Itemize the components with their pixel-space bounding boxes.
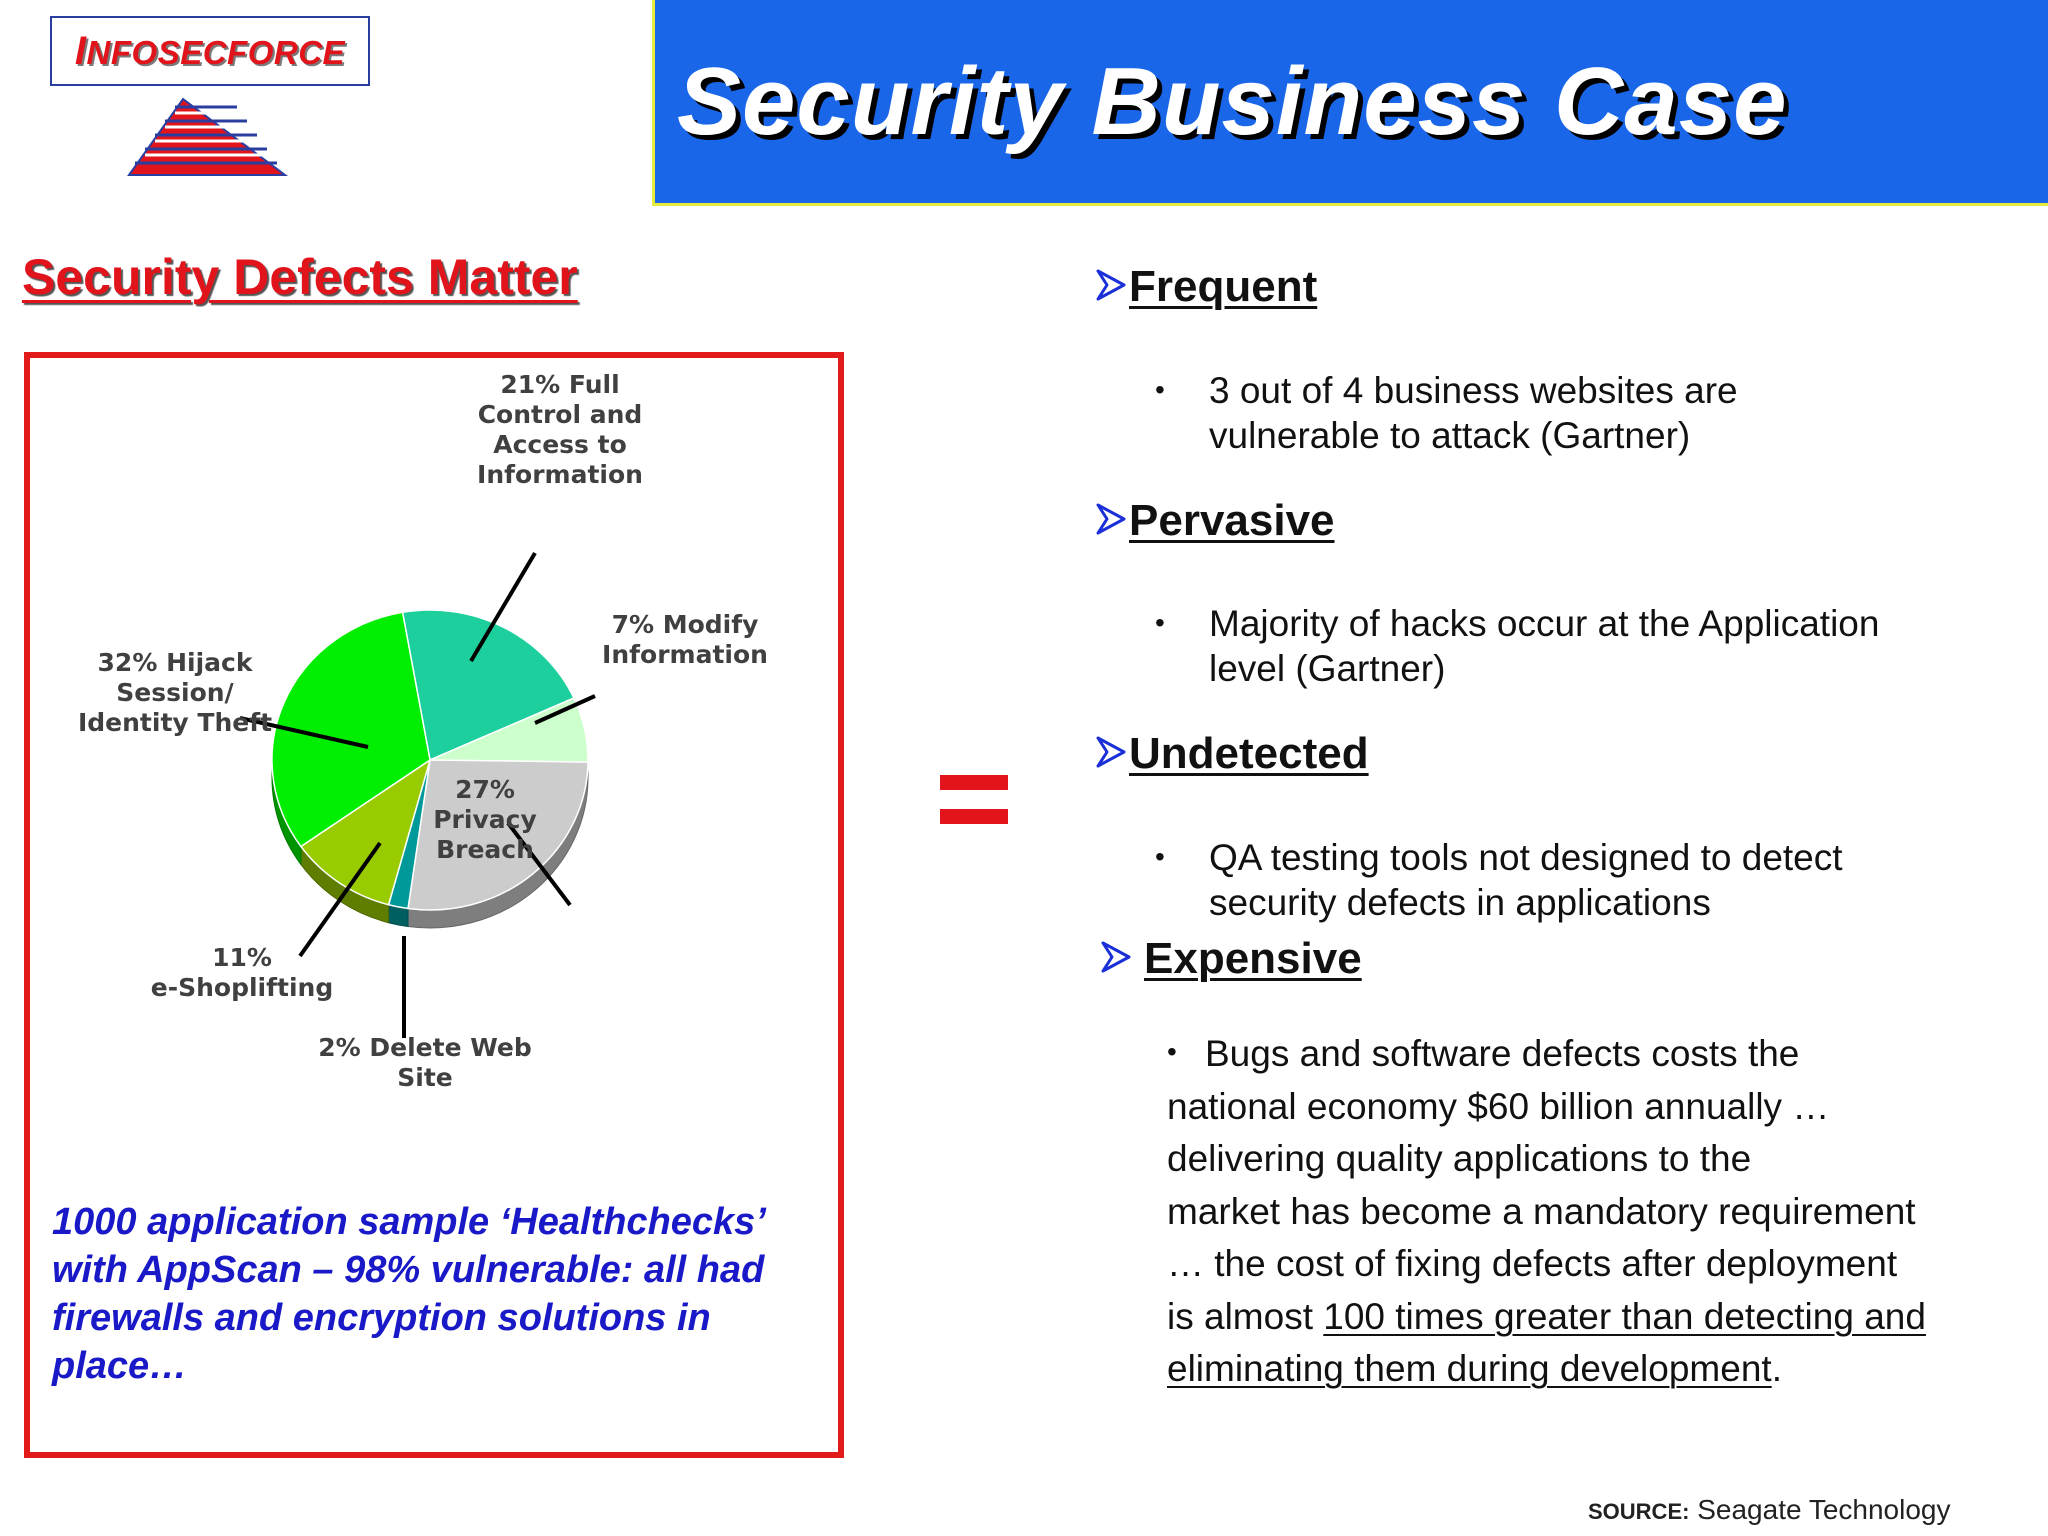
pie-label-line: Information — [477, 460, 643, 489]
pie-label — [477, 370, 643, 489]
pie-label-line: Breach — [436, 835, 534, 864]
chart-panel — [24, 352, 844, 1458]
bullet-dot: • — [1167, 1036, 1177, 1067]
section-text: 3 out of 4 business websites are vulnerable to attack (Gartner) — [1209, 370, 1738, 456]
section-text: Majority of hacks occur at the Application level (Gartner) — [1209, 603, 1880, 689]
logo-triangle-icon — [125, 95, 295, 180]
page-title: Security Business Case — [677, 47, 1788, 155]
left-heading: Security Defects Matter — [22, 249, 578, 305]
pie-label-line: Control and — [477, 400, 643, 429]
pie-label-line: Access to — [493, 430, 627, 459]
pie-label-line: e-Shoplifting — [150, 973, 334, 1002]
logo-text: INFOSECFORCE — [74, 28, 346, 73]
pie-label — [318, 1033, 532, 1092]
section-title: Undetected — [1129, 729, 1369, 778]
pie-chart — [30, 358, 838, 1158]
bullet-dot: • — [1155, 841, 1165, 872]
title-bar — [652, 0, 2048, 206]
pie-label-line: Session/ — [116, 678, 234, 707]
pie-label-line: 11% — [212, 943, 272, 972]
section-title: Pervasive — [1129, 496, 1335, 545]
chart-caption: 1000 application sample ‘Healthchecks’ with AppScan – 98% vulnerable: all had firewalls and encryption solutions in place… — [52, 1201, 765, 1387]
pie-label-line: Site — [397, 1063, 453, 1092]
arrow-bullet-icon — [1095, 268, 1127, 302]
equals-bar-bottom — [940, 809, 1008, 824]
source-note: SOURCE: Seagate Technology — [1588, 1494, 1951, 1525]
bullet-dot: • — [1155, 607, 1165, 638]
pie-label-line: Privacy — [433, 805, 537, 834]
equals-sign — [940, 775, 1008, 825]
pie-label-line: 7% Modify — [611, 610, 759, 639]
pie-label — [151, 943, 333, 1002]
pie-label-line: Information — [602, 640, 768, 669]
pie-label-line: 32% Hijack — [97, 648, 253, 677]
arrow-bullet-icon — [1095, 735, 1127, 769]
pie-label-line: Identity Theft — [77, 708, 273, 737]
pie-label-line: 2% Delete Web — [318, 1033, 532, 1062]
expensive-text: Bugs and software defects costs the national economy $60 billion annually … delivering quality applications to the market has become a mandatory requirement … the cost of fixing defects after deployment is almost 100 times greater than detecting and eliminating them during development. — [1167, 1033, 1926, 1389]
pie-label-line: 27% — [455, 775, 515, 804]
section-title: Frequent — [1129, 262, 1318, 311]
pie-label — [602, 610, 768, 669]
pie-label-line: 21% Full — [500, 370, 620, 399]
arrow-bullet-icon — [1100, 940, 1132, 974]
section-title: Expensive — [1144, 934, 1362, 983]
pie-label — [78, 648, 272, 737]
section-text: QA testing tools not designed to detect security defects in applications — [1209, 837, 1843, 923]
arrow-bullet-icon — [1095, 502, 1127, 536]
bullet-dot: • — [1155, 374, 1165, 405]
logo-box — [50, 16, 370, 86]
equals-bar-top — [940, 775, 1008, 790]
